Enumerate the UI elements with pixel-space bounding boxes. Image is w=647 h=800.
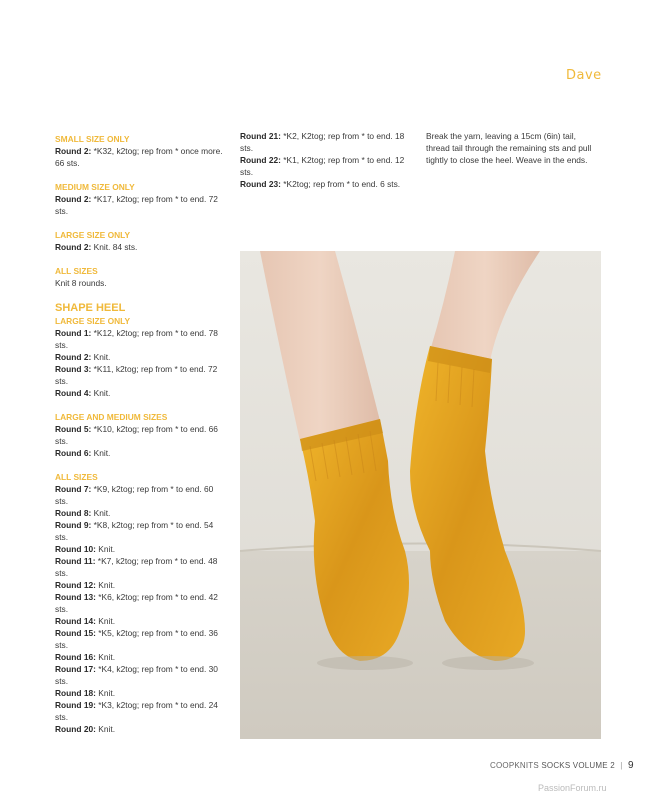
round-label: Round 3: xyxy=(55,364,92,374)
round-text: *K7, k2tog; rep from * to end. 48 sts. xyxy=(55,556,218,578)
section-heading: LARGE SIZE ONLY xyxy=(55,316,131,326)
round-text: *K17, k2tog; rep from * to end. 72 sts. xyxy=(55,194,218,216)
round-label: Round 4: xyxy=(55,388,92,398)
small-size-section xyxy=(55,133,227,169)
watermark: PassionForum.ru xyxy=(538,783,607,793)
round-instruction xyxy=(240,154,412,178)
round-label: Round 21: xyxy=(240,131,281,141)
round-list xyxy=(55,241,227,253)
round-label: Round 8: xyxy=(55,508,92,518)
round-text: *K6, k2tog; rep from * to end. 42 sts. xyxy=(55,592,218,614)
round-instruction xyxy=(55,145,227,169)
round-text: Knit. xyxy=(95,544,116,554)
all-sizes-section xyxy=(55,265,227,289)
round-text: *K5, k2tog; rep from * to end. 36 sts. xyxy=(55,628,218,650)
brand-name: COOPKNITS xyxy=(490,761,539,770)
round-text: *K2tog; rep from * to end. 6 sts. xyxy=(280,179,401,189)
section-heading: ALL SIZES xyxy=(55,266,98,276)
instructions-column-1 xyxy=(55,133,227,735)
round-list xyxy=(55,423,227,459)
round-instruction xyxy=(55,423,227,447)
round-label: Round 14: xyxy=(55,616,96,626)
round-label: Round 2: xyxy=(55,242,92,252)
round-text: Knit. 84 sts. xyxy=(91,242,138,252)
round-label: Round 11: xyxy=(55,556,96,566)
round-instruction xyxy=(55,519,227,543)
round-list xyxy=(55,193,227,217)
round-label: Round 7: xyxy=(55,484,92,494)
round-text: *K10, k2tog; rep from * to end. 66 sts. xyxy=(55,424,218,446)
round-text: Knit. xyxy=(95,580,116,590)
finishing-instructions: Break the yarn, leaving a 15cm (6in) tail, thread tail through the remaining sts and pull tightly to close the heel. Weave in the ends. xyxy=(426,131,592,165)
round-text: Knit. xyxy=(95,724,116,734)
round-label: Round 9: xyxy=(55,520,92,530)
round-instruction xyxy=(55,507,227,519)
socks-photo xyxy=(240,251,601,739)
footer-divider: | xyxy=(620,761,623,770)
round-label: Round 17: xyxy=(55,664,96,674)
round-label: Round 15: xyxy=(55,628,96,638)
round-text: *K11, k2tog; rep from * to end. 72 sts. xyxy=(55,364,218,386)
round-label: Round 22: xyxy=(240,155,281,165)
round-list xyxy=(55,327,227,399)
round-instruction xyxy=(55,699,227,723)
round-text: Knit. xyxy=(91,448,111,458)
round-label: Round 12: xyxy=(55,580,96,590)
round-list xyxy=(55,483,227,735)
round-instruction xyxy=(55,615,227,627)
round-instruction xyxy=(55,543,227,555)
round-text: *K12, k2tog; rep from * to end. 78 sts. xyxy=(55,328,218,350)
page-number: 9 xyxy=(628,760,634,771)
round-instruction xyxy=(55,687,227,699)
section-heading: ALL SIZES xyxy=(55,472,98,482)
round-text: *K4, k2tog; rep from * to end. 30 sts. xyxy=(55,664,218,686)
round-instruction xyxy=(55,627,227,651)
section-heading: MEDIUM SIZE ONLY xyxy=(55,182,135,192)
round-label: Round 18: xyxy=(55,688,96,698)
round-label: Round 23: xyxy=(240,179,281,189)
round-text: Knit. xyxy=(95,688,116,698)
round-list xyxy=(240,130,412,190)
round-label: Round 2: xyxy=(55,352,92,362)
section-heading: LARGE AND MEDIUM SIZES xyxy=(55,412,168,422)
round-instruction xyxy=(55,387,227,399)
page-title: Dave xyxy=(566,68,602,83)
round-instruction xyxy=(55,351,227,363)
series-name: SOCKS VOLUME 2 xyxy=(541,761,615,770)
round-label: Round 13: xyxy=(55,592,96,602)
round-list xyxy=(55,145,227,169)
round-instruction xyxy=(55,651,227,663)
shape-heel-title: SHAPE HEEL xyxy=(55,302,126,314)
round-instruction xyxy=(55,483,227,507)
round-text: Knit. xyxy=(95,616,116,626)
round-label: Round 19: xyxy=(55,700,96,710)
round-label: Round 1: xyxy=(55,328,92,338)
round-instruction xyxy=(240,130,412,154)
round-text: Knit. xyxy=(91,388,111,398)
round-label: Round 5: xyxy=(55,424,92,434)
round-label: Round 6: xyxy=(55,448,92,458)
round-instruction xyxy=(55,447,227,459)
page-footer xyxy=(490,760,634,771)
round-label: Round 20: xyxy=(55,724,96,734)
medium-size-section xyxy=(55,181,227,217)
round-instruction xyxy=(240,178,412,190)
round-text: Knit. xyxy=(91,508,111,518)
round-instruction xyxy=(55,193,227,217)
shape-heel-section xyxy=(55,301,227,735)
round-instruction xyxy=(55,723,227,735)
round-instruction xyxy=(55,241,227,253)
round-text: *K8, k2tog; rep from * to end. 54 sts. xyxy=(55,520,214,542)
round-text: *K1, K2tog; rep from * to end. 12 sts. xyxy=(240,155,405,177)
round-instruction xyxy=(55,327,227,351)
instructions-column-2 xyxy=(240,130,412,190)
round-text: *K3, k2tog; rep from * to end. 24 sts. xyxy=(55,700,218,722)
round-text: Knit. xyxy=(95,652,116,662)
round-label: Round 2: xyxy=(55,146,92,156)
round-label: Round 10: xyxy=(55,544,96,554)
round-text: *K9, k2tog; rep from * to end. 60 sts. xyxy=(55,484,214,506)
round-instruction xyxy=(55,555,227,579)
section-heading: SMALL SIZE ONLY xyxy=(55,134,130,144)
round-label: Round 16: xyxy=(55,652,96,662)
round-text: *K2, K2tog; rep from * to end. 18 sts. xyxy=(240,131,405,153)
instruction-text: Knit 8 rounds. xyxy=(55,278,107,288)
round-label: Round 2: xyxy=(55,194,92,204)
round-instruction xyxy=(55,591,227,615)
large-size-section xyxy=(55,229,227,253)
section-heading: LARGE SIZE ONLY xyxy=(55,230,131,240)
round-text: *K32, k2tog; rep from * once more. 66 sts. xyxy=(55,146,223,168)
round-instruction xyxy=(55,663,227,687)
round-instruction xyxy=(55,579,227,591)
round-instruction xyxy=(55,363,227,387)
round-text: Knit. xyxy=(91,352,111,362)
